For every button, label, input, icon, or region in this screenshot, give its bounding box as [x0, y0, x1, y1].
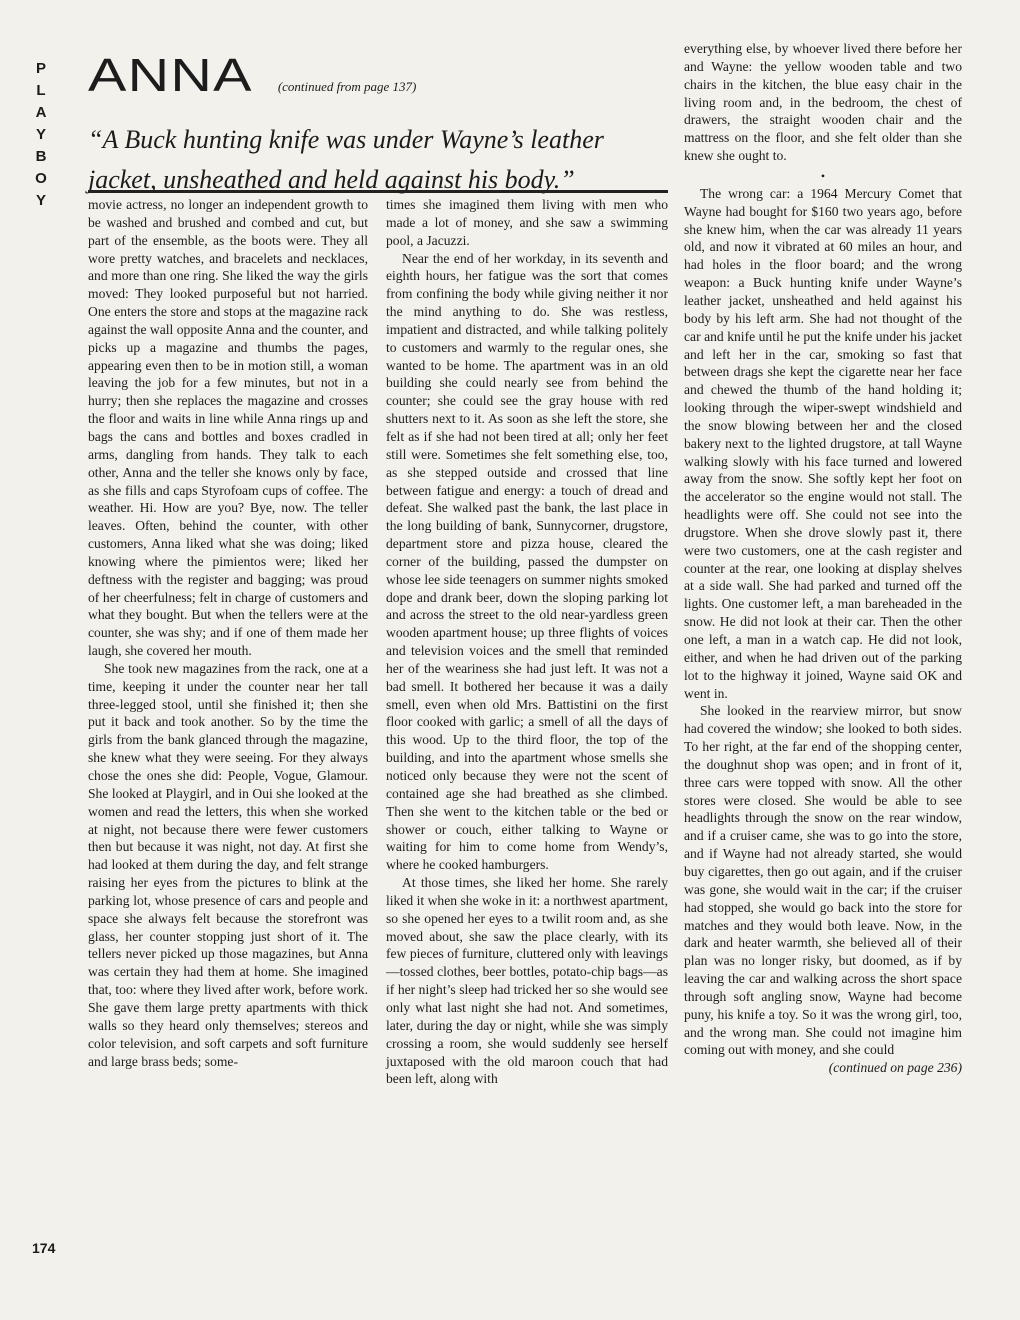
paragraph: movie actress, no longer an independent growth to be washed and brushed and combed and cut, but part of the ensemble, as the boots were. They all wore pretty watches, and bracelets and necklaces, and more than one ring. She liked the way the girls moved: They looked purposeful but not harried. One enters the store and stops at the magazine rack against the wall opposite Anna and the counter, and picks up a magazine and thumbs the pages, appearing even then to be in motion still, a woman leaving the job for a few minutes, but not in a hurry; then she replaces the magazine and crosses the floor and waits in line while Anna rings up and bags the cans and bottles and boxes cradled in arms, dangling from hands. They talk to each other, Anna and the teller she knows only by face, as she fills and caps Styrofoam cups of coffee. The weather. Hi. How are you? Bye, now. The teller leaves. Often, behind the counter, with other customers, Anna liked what she was doing; liked knowing where the pimientos were; liked her deftness with the register and bagging; was proud of her cheerfulness; felt in charge of customers and what they bought. But when the tellers were at the counter, she was shy; and if one of them made her laugh, she covered her mouth.: [88, 197, 368, 659]
paragraph: The wrong car: a 1964 Mercury Comet that Wayne had bought for $160 two years ago, before she knew him, when the car was already 11 years old, and now it vibrated at 60 miles an hour, and had holes in the floor board; and the wrong weapon: a Buck hunting knife under Wayne’s leather jacket, unsheathed and held against his body by his left arm. She had not thought of the car and knife until he put the knife under his jacket and left her in the car, smoking so fast that between drags she kept the cigarette near her face and chewed the thumb of the hand holding it; looking through the wiper-swept windshield and the snow blowing between her and the closed bakery next to the lighted drugstore, at tall Wayne walking slowly with his face turned and lowered away from the snow. She softly kept her foot on the accelerator so the engine would not stall. The headlights were off. She could not see into the drugstore. When she drove slowly past it, there were two customers, one at the cash register and counter at the rear, one looking at display shelves at a side wall. She had parked and turned off the lights. One customer left, a man bareheaded in the snow. He did not look at their car. Then the other one left, a man in a watch cap. He did not look, either, and when he had driven out of the parking lot to the highway it joined, Wayne said OK and went in.: [684, 185, 962, 701]
masthead-letter: L: [36, 82, 46, 99]
continued-on-note: (continued on page 236): [828, 1060, 962, 1076]
article-logo: ANNA: [88, 49, 253, 101]
pull-quote: “A Buck hunting knife was under Wayne’s leather jacket, unsheathed and held against his body.”: [88, 125, 604, 194]
masthead-letter: A: [35, 104, 47, 121]
masthead-letter: P: [35, 60, 46, 77]
paragraph: At those times, she liked her home. She rarely liked it when she woke in it: a northwest apartment, so she opened her eyes to a twilit room and, as she moved about, she saw the place clearly, with its few pieces of furniture, cluttered only with leavings—tossed clothes, beer bottles, potato-chip bags—as if her night’s sleep had tricked her so she would see only what last night she had not. And sometimes, later, during the day or night, while she was simply crossing a room, she would suddenly see herself juxtaposed with the old maroon couch that had been left, along with: [386, 875, 668, 1087]
paragraph: She looked in the rearview mirror, but snow had covered the window; she looked to both sides. To her right, at the far end of the shopping center, the doughnut shop was open; and in front of it, three cars were topped with snow. All the other stores were closed. She would be able to see headlights through the snow on the rear window, and if a cruiser came, she was to go into the store, and if Wayne had not already started, she would buy cigarettes, then go out again, and if the cruiser was gone, she would wait in the car; if the cruiser had stopped, she would go back into the store for matches and they would both leave. Now, in the dark and heater warmth, she believed all of their plan was no longer risky, but doomed, as if by leaving the car and walking across the short space through soft angling snow, Wayne had become puny, his knife a toy. So it was the wrong girl, too, and the wrong man. She could not imagine him coming out with money, and she could: [684, 703, 962, 1058]
text-column-2: [386, 196, 668, 1088]
text-column-1: [88, 196, 368, 1070]
paragraph: times she imagined them living with men who made a lot of money, and she saw a swimming pool, a Jacuzzi.: [386, 197, 668, 248]
paragraph: everything else, by whoever lived there before her and Wayne: the yellow wooden table and two chairs in the kitchen, the blue easy chair in the living room and, in the bedroom, the chest of drawers, the straight wooden chair and the mattress on the floor, and she felt older than she knew she ought to.: [684, 41, 962, 164]
title-row: [88, 49, 668, 102]
masthead-letter: B: [35, 148, 47, 165]
masthead-letter: Y: [35, 126, 46, 143]
masthead-letter: Y: [35, 192, 46, 209]
paragraph: Near the end of her workday, in its seventh and eighth hours, her fatigue was the sort that comes from confining the body while giving neither it nor the mind anything to do. She was restless, impatient and distracted, and while talking politely to customers and warmly to the regular ones, she wanted to be home. The apartment was in an old building she could nearly see from behind the counter; she could see the gray house with red shutters next to it. As soon as she left the store, she felt as if she had not been tired at all; only her feet still were. Sometimes she felt something else, too, as she stepped outside and crossed that line between fatigue and energy: a touch of dread and defeat. She walked past the bank, the last place in the long building of bank, Sunnycorner, drugstore, department store and pizza house, cleared the corner of the building, passed the dumpster on whose lee side teenagers on summer nights smoked dope and drank beer, down the sloping parking lot and across the street to the old near-yardless green wooden apartment house; up three flights of voices and television voices and the smell that reminded her of the weariness she had just left. It was not a bad smell. It bothered her because it was a daily smell, even when old Mrs. Battistini on the first floor cooked with garlic; a smell of all the days of this wood. Up to the third floor, the top of the building, and into the apartment whose smells she noticed only because they were not the scent of contained age she had breathed as she climbed. Then she went to the kitchen table or the bed or shower or couch, either talking to Wayne or waiting for him to come home from Wendy’s, where he cooked hamburgers.: [386, 250, 668, 873]
section-break-ornament: •: [820, 168, 826, 183]
continued-from-note: (continued from page 137): [277, 79, 417, 94]
article-header: [88, 49, 668, 200]
header-rule: [88, 190, 668, 193]
masthead-letter: O: [35, 170, 47, 187]
paragraph: She took new magazines from the rack, one at a time, keeping it under the counter near her tall three-legged stool, until she finished it; then she put it back and took another. So by the time the girls from the bank glanced through the magazine, she knew what they were seeing. For they always chose the ones she did: People, Vogue, Glamour. She looked at Playgirl, and in Oui she looked at the women and read the letters, this when she worked at night, not because there were fewer customers then but because it was night, not day. At first she had looked at them during the day, and felt strange raising her eyes from the pictures to blink at the parking lot, whose presence of cars and people and space she always felt because the storefront was glass, her counter stopping just short of it. The tellers never picked up those magazines, but Anna was certain they had them at home. She imagined that, too: where they lived after work, before work. She gave them large pretty apartments with thick walls so they heard only themselves; stereos and color television, and soft carpets and soft furniture and large brass beds; some-: [88, 660, 368, 1069]
page-number: 174: [32, 1240, 56, 1256]
text-column-3: [684, 40, 962, 1077]
playboy-masthead: [28, 58, 54, 212]
